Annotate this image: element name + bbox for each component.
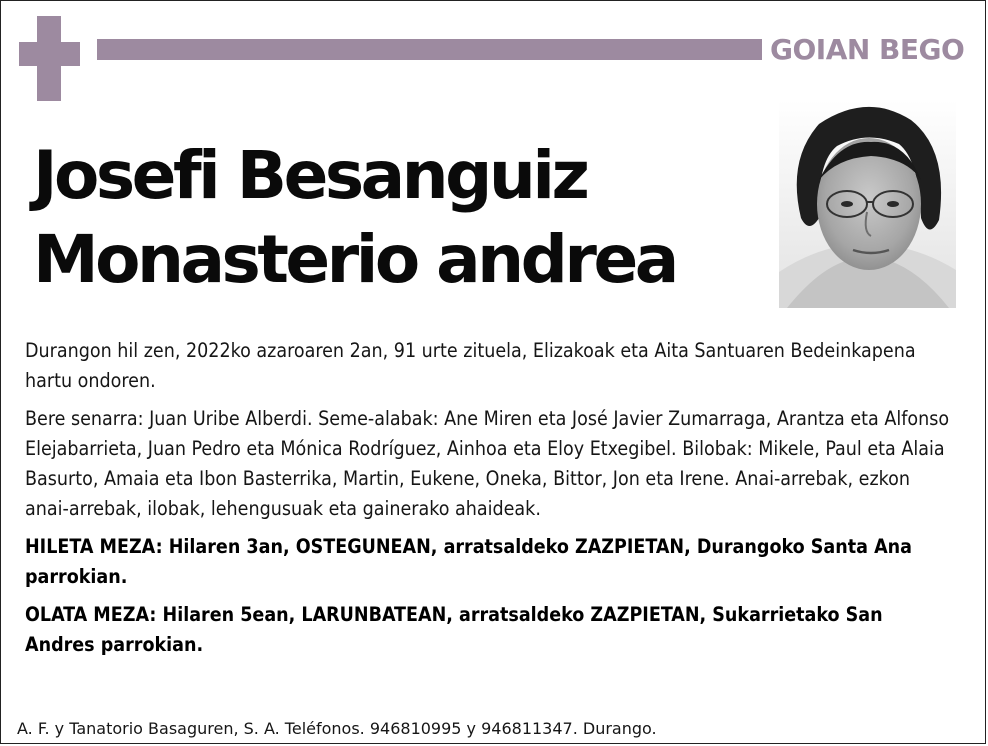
funeral-home-footer: A. F. y Tanatorio Basaguren, S. A. Teléfonos. 946810995 y 946811347. Durango. (17, 719, 657, 738)
cross-icon-arm (19, 42, 80, 66)
portrait-photo (779, 100, 956, 308)
deceased-name-line2: Monasterio andrea (33, 221, 676, 298)
deceased-name (33, 134, 676, 302)
header-tag: GOIAN BEGO (770, 33, 965, 66)
deceased-name-line1: Josefi Besanguiz (33, 137, 587, 214)
second-mass: OLATA MEZA: Hilaren 5ean, LARUNBATEAN, arratsaldeko ZAZPIETAN, Sukarrietako San Andres parrokian. (25, 603, 883, 656)
notice-body (25, 336, 955, 668)
family-list: Bere senarra: Juan Uribe Alberdi. Seme-alabak: Ane Miren eta José Javier Zumarraga, Arantza eta Alfonso Elejabarrieta, Juan Pedro eta Mónica Rodríguez, Ainhoa eta Eloy Etxegibel. Bilobak: Mikele, Paul eta Alaia Basurto, Amaia eta Ibon Basterrika, Martin, Eukene, Oneka, Bittor, Jon eta Irene. Anai-arrebak, ezkon anai-arrebak, ilobak, lehengusuak eta gainerako ahaideak. (25, 407, 950, 520)
header-bar (97, 39, 762, 60)
death-announcement: Durangon hil zen, 2022ko azaroaren 2an, 91 urte zituela, Elizakoak eta Aita Santuaren Bedeinkapena hartu ondoren. (25, 339, 916, 392)
funeral-mass: HILETA MEZA: Hilaren 3an, OSTEGUNEAN, arratsaldeko ZAZPIETAN, Durangoko Santa Ana parrokian. (25, 535, 912, 588)
